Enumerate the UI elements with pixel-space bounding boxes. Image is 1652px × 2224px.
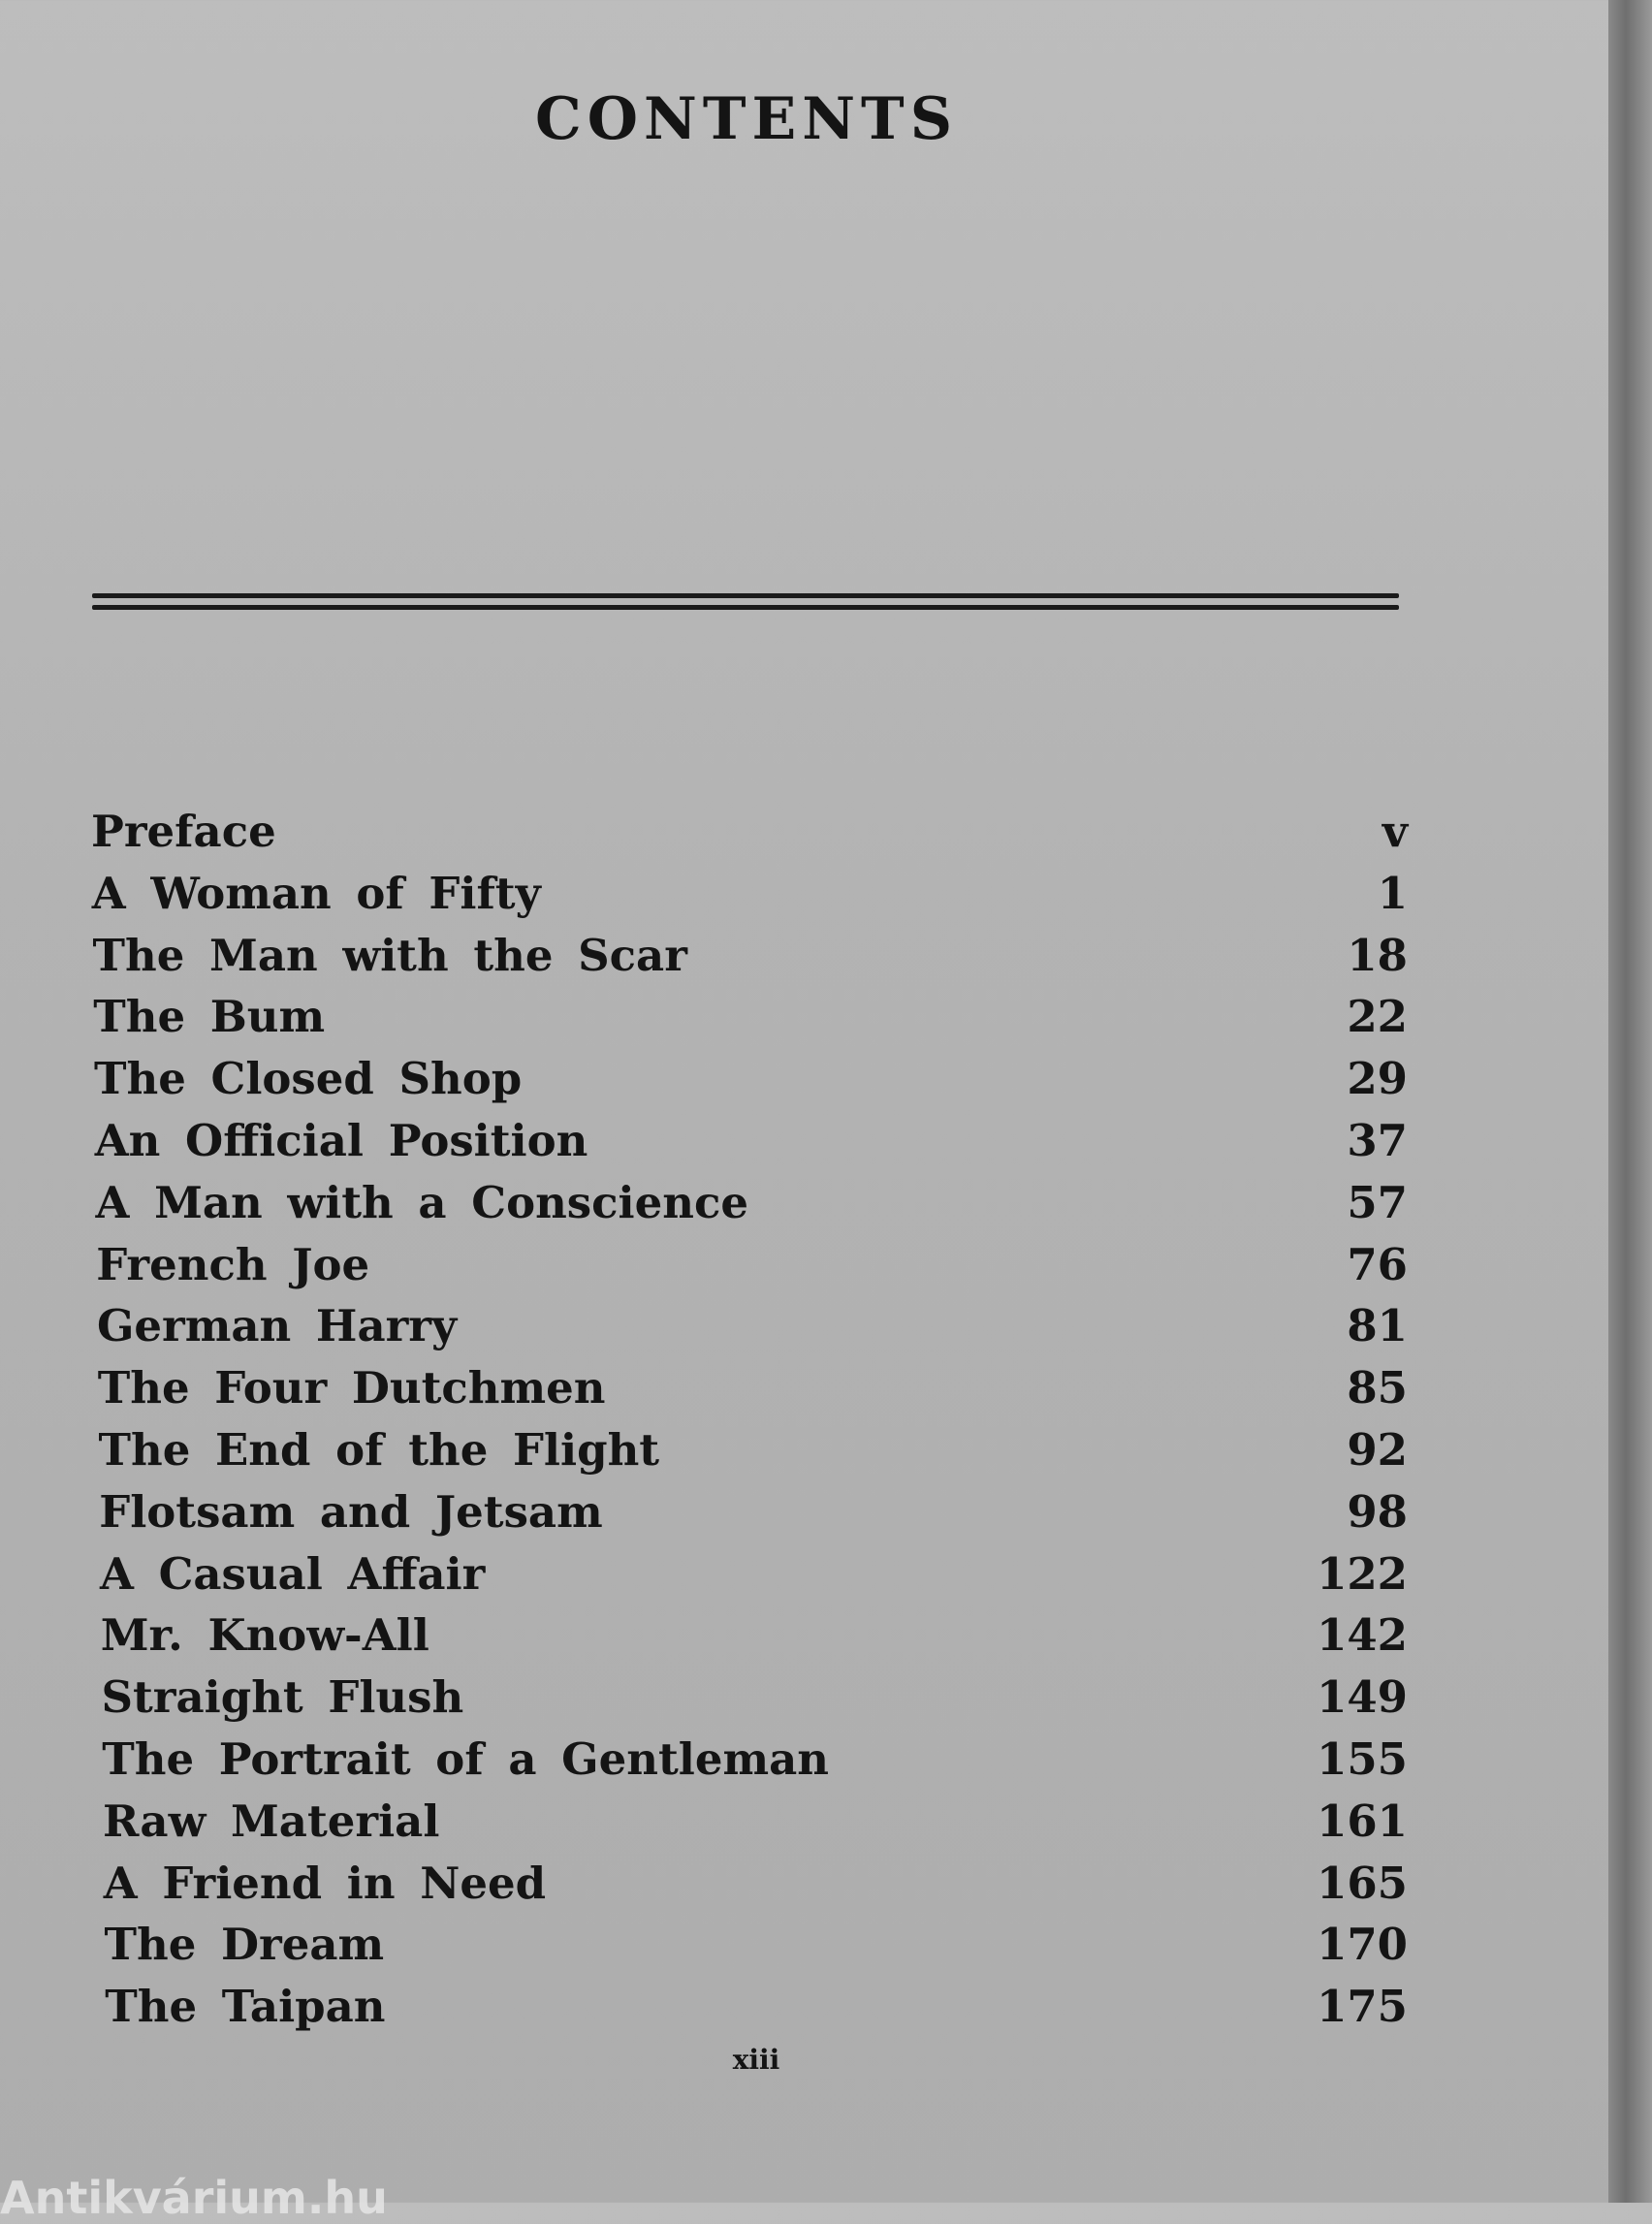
watermark: Antikvárium.hu <box>0 2172 388 2224</box>
toc-entry-page: 76 <box>1347 1238 1408 1290</box>
toc-entry-page: 98 <box>1347 1485 1408 1538</box>
toc-entry-page: 149 <box>1317 1671 1408 1724</box>
toc-entry <box>98 1359 1408 1417</box>
toc-entry <box>100 1545 1408 1604</box>
toc-entry-page: 29 <box>1347 1053 1408 1105</box>
toc-entry-title: The Closed Shop <box>94 1053 523 1105</box>
toc-entry-title: A Friend in Need <box>103 1857 547 1909</box>
page-title: CONTENTS <box>534 85 959 153</box>
toc-entry-title: Mr. Know-All <box>100 1609 429 1662</box>
toc-entry-title: The Bum <box>93 991 326 1043</box>
toc-entry-title: French Joe <box>96 1238 370 1290</box>
toc-entry-page: 92 <box>1347 1424 1408 1476</box>
toc-entry-page: v <box>1382 806 1408 857</box>
toc-entry <box>97 1297 1408 1355</box>
toc-entry <box>92 865 1408 923</box>
toc-entry <box>99 1421 1409 1479</box>
toc-entry-page: 155 <box>1317 1733 1408 1785</box>
toc-entry-page: 1 <box>1377 867 1408 919</box>
toc-entry <box>101 1606 1408 1665</box>
toc-entry <box>96 1236 1408 1294</box>
toc-entry-page: 81 <box>1347 1300 1408 1352</box>
toc-entry-title: A Man with a Conscience <box>95 1176 749 1228</box>
double-rule-top <box>92 593 1399 598</box>
toc-entry-page: 57 <box>1347 1176 1408 1228</box>
toc-entry <box>104 1855 1408 1913</box>
toc-entry-title: The Portrait of a Gentleman <box>102 1733 829 1785</box>
double-rule-bottom <box>92 605 1399 610</box>
toc-entry <box>91 803 1408 861</box>
toc-entry-page: 22 <box>1347 991 1408 1043</box>
toc-entry-page: 170 <box>1317 1919 1408 1971</box>
toc-entry-title: A Casual Affair <box>100 1547 486 1600</box>
toc-entry <box>96 1174 1409 1232</box>
toc-entry-page: 142 <box>1317 1609 1408 1662</box>
toc-entry-title: Preface <box>91 806 276 857</box>
toc-entry-title: An Official Position <box>94 1115 588 1166</box>
toc-entry <box>93 927 1409 985</box>
toc-entry-page: 161 <box>1317 1795 1408 1847</box>
book-spine-edge <box>1608 0 1652 2203</box>
toc-entry <box>95 1112 1408 1170</box>
toc-entry <box>102 1731 1408 1789</box>
toc-entry <box>102 1668 1409 1727</box>
toc-entry-title: German Harry <box>97 1300 458 1352</box>
toc-entry-page: 85 <box>1347 1362 1408 1414</box>
toc-entry-page: 37 <box>1347 1115 1408 1166</box>
toc-entry-page: 122 <box>1317 1547 1408 1600</box>
toc-entry-page: 175 <box>1317 1981 1408 2033</box>
toc-entry <box>103 1793 1408 1851</box>
toc-entry <box>99 1483 1408 1541</box>
toc-entry-title: A Woman of Fifty <box>91 867 541 919</box>
toc-entry-title: The Dream <box>104 1919 385 1971</box>
toc-entry-title: The Man with the Scar <box>92 929 687 981</box>
toc-entry-title: Raw Material <box>103 1795 440 1847</box>
page-number: xiii <box>732 2044 780 2076</box>
toc-entry <box>105 1916 1409 1974</box>
toc-entry-title: Flotsam and Jetsam <box>99 1485 603 1538</box>
toc-entry <box>93 988 1408 1046</box>
toc-entry-title: Straight Flush <box>101 1671 464 1724</box>
toc-entry-title: The End of the Flight <box>98 1424 660 1476</box>
toc-entry-title: The Four Dutchmen <box>97 1362 606 1414</box>
toc-entry <box>105 1978 1408 2036</box>
toc-entry-page: 165 <box>1317 1857 1408 1909</box>
toc-entry-title: The Taipan <box>105 1981 386 2033</box>
toc-entry-page: 18 <box>1347 929 1408 981</box>
toc-entry <box>94 1050 1408 1108</box>
